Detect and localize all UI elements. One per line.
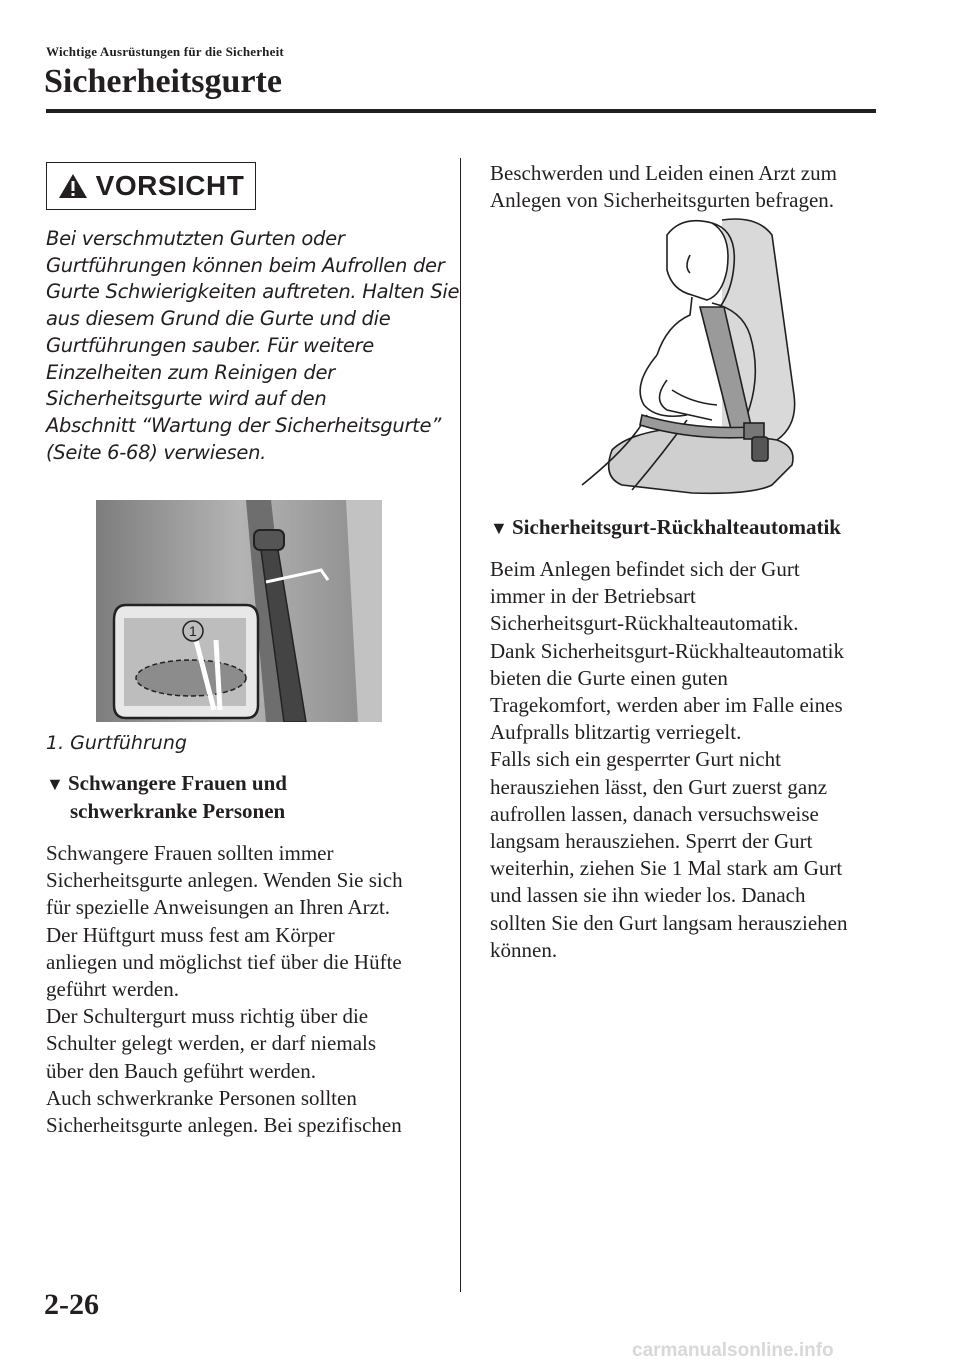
body-line: Sicherheitsgurt-Rückhalteautomatik. <box>490 611 799 636</box>
warning-label: VORSICHT <box>95 170 245 201</box>
body-line: Dank Sicherheitsgurt-Rückhalteautomatik <box>490 638 844 663</box>
body-line: weiterhin, ziehen Sie 1 Mal stark am Gurt <box>490 856 843 881</box>
section-marker-icon: ▼ <box>46 774 64 794</box>
body-line: Sicherheitsgurte anlegen. Bei spezifischen <box>46 1113 402 1138</box>
body-line: für spezielle Anweisungen an Ihren Arzt. <box>46 895 391 920</box>
body-line: herausziehen lässt, den Gurt zuerst ganz <box>490 774 828 799</box>
section-body-pregnant <box>46 840 451 1139</box>
body-line: Tragekomfort, werden aber im Falle eines <box>490 693 843 718</box>
warning-triangle-icon <box>58 173 88 199</box>
body-line: Beim Anlegen befindet sich der Gurt <box>490 557 800 581</box>
body-line: können. <box>490 937 558 962</box>
body-line: aufrollen lassen, danach versuchsweise <box>490 801 819 826</box>
section-body-retractor <box>490 556 890 964</box>
section-heading-pregnant: ▼ Schwangere Frauen und schwerkranke Personen <box>46 771 287 823</box>
body-line: bieten die Gurte einen guten <box>490 665 728 690</box>
body-line: Schulter gelegt werden, er darf niemals <box>46 1031 377 1056</box>
column-divider <box>460 158 461 1292</box>
belt-guide-illustration <box>96 500 382 722</box>
body-line: und lassen sie ihn wieder los. Danach <box>490 883 806 908</box>
body-line: Anlegen von Sicherheitsgurten befragen. <box>490 188 835 213</box>
body-line: Der Hüftgurt muss fest am Körper <box>46 922 335 947</box>
body-line: immer in der Betriebsart <box>490 584 696 609</box>
body-line: Auch schwerkranke Personen sollten <box>46 1085 357 1110</box>
body-line: Sicherheitsgurte anlegen. Wenden Sie sich <box>46 868 403 893</box>
warning-line: Gurte Schwierigkeiten auftreten. Halten Sie <box>46 280 460 304</box>
body-line: Der Schultergurt muss richtig über die <box>46 1004 369 1029</box>
body-line: sollten Sie den Gurt langsam herausziehen <box>490 910 848 935</box>
body-line: Aufpralls blitzartig verriegelt. <box>490 720 742 745</box>
warning-box <box>46 162 256 210</box>
warning-line: aus diesem Grund die Gurte und die <box>46 307 391 331</box>
warning-line: Gurtführungen können beim Aufrollen der <box>46 253 445 277</box>
page-title: Sicherheitsgurte <box>44 63 282 100</box>
chapter-label: Wichtige Ausrüstungen für die Sicherheit <box>46 44 284 59</box>
section-marker-icon: ▼ <box>490 518 508 538</box>
continued-text <box>490 160 890 214</box>
warning-line: Abschnitt “Wartung der Sicherheitsgurte” <box>46 413 442 437</box>
figure-callout: 1 <box>189 623 197 639</box>
page-number: 2-26 <box>44 1288 99 1321</box>
warning-line: Bei verschmutzten Gurten oder <box>46 227 345 250</box>
warning-text <box>46 226 460 466</box>
pregnant-woman-seatbelt-illustration <box>572 215 802 497</box>
body-line: Falls sich ein gesperrter Gurt nicht <box>490 747 782 772</box>
body-line: über den Bauch geführt werden. <box>46 1058 316 1083</box>
watermark[interactable]: carmanualsonline.info <box>632 1340 834 1361</box>
section-heading-retractor: ▼ Sicherheitsgurt-Rückhalteautomatik <box>490 514 890 542</box>
body-line: langsam herausziehen. Sperrt der Gurt <box>490 829 813 854</box>
body-line: Schwangere Frauen sollten immer <box>46 841 334 865</box>
body-line: anliegen und möglichst tief über die Hüfte <box>46 949 402 974</box>
warning-line: Gurtführungen sauber. Für weitere <box>46 333 374 357</box>
warning-line: Einzelheiten zum Reinigen der <box>46 360 335 384</box>
title-rule <box>46 109 876 113</box>
warning-line: (Seite 6-68) verwiesen. <box>46 440 267 464</box>
body-line: geführt werden. <box>46 977 179 1002</box>
figure-caption: 1. Gurtführung <box>46 732 187 754</box>
body-line: Beschwerden und Leiden einen Arzt zum <box>490 161 837 185</box>
warning-line: Sicherheitsgurte wird auf den <box>46 387 327 411</box>
